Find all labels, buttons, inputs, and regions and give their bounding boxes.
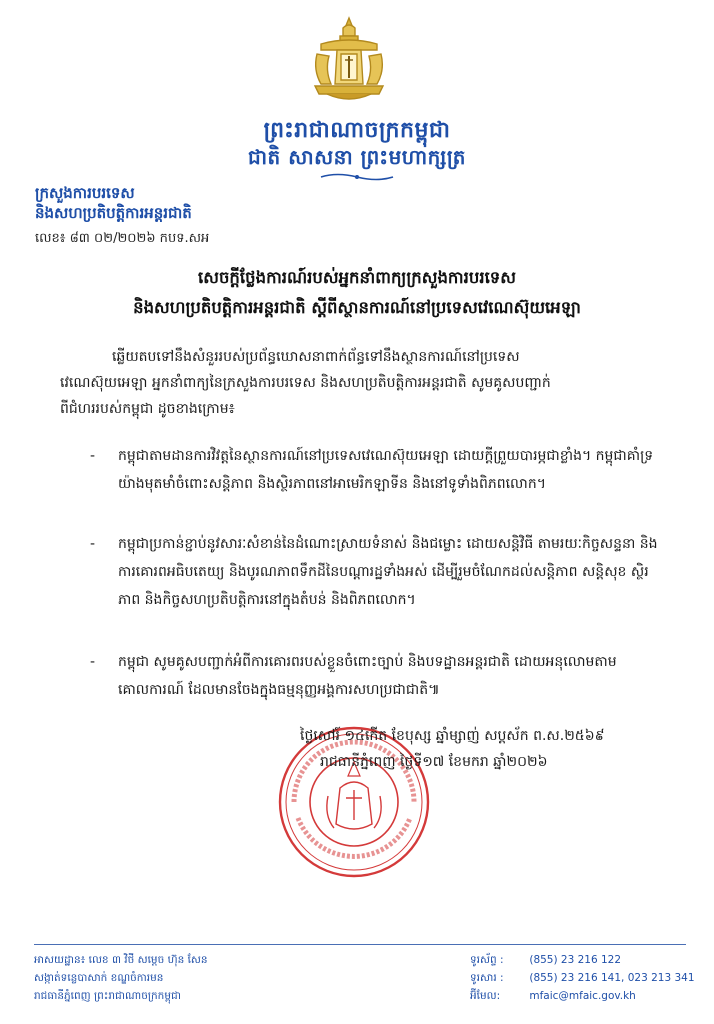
- kingdom-title: ព្រះរាជាណាចក្រកម្ពុជា: [263, 118, 451, 143]
- email-link[interactable]: mfaic@mfaic.gov.kh: [529, 990, 636, 1002]
- ministry-name-line1: ក្រសួងការបរទេស: [35, 184, 135, 202]
- footer-phone: [470, 954, 621, 969]
- ornament-divider-icon: [317, 172, 397, 182]
- footer-fax: [470, 972, 695, 987]
- bullet-text: កម្ពុជា សូមគូសបញ្ជាក់អំពីការគោរពរបស់ខ្លួនចំពោះច្បាប់ និងបទដ្ឋានអន្តរជាតិ ដោយអនុលោមតាមគោលការណ៍ ដែលមានចែងក្នុងធម្មនុញ្ញអង្គការសហប្រជាជាតិ៕: [118, 654, 617, 698]
- intro-line3: ពីជំហររបស់កម្ពុជា ដូចខាងក្រោម៖: [60, 401, 235, 417]
- fax-label: ទូរសារ :: [470, 972, 504, 984]
- lunar-date: ថ្ងៃសៅរ៍ ១៤កើត ខែបុស្ស ឆ្នាំម្សាញ់ សប្តស័ក ព.ស.២៥៦៩: [300, 728, 605, 744]
- bullet-dash: -: [90, 448, 96, 464]
- bullet-dash: -: [90, 536, 96, 552]
- solar-date: រាជធានីភ្នំពេញ ថ្ងៃទី១៧ ខែមករា ឆ្នាំ២០២៦: [320, 754, 548, 770]
- royal-emblem-icon: [307, 14, 391, 106]
- footer-address-line2: សង្កាត់ទន្លេបាសាក់ ខណ្ឌចំការមន: [34, 972, 164, 984]
- footer-email: [470, 990, 636, 1005]
- intro-line2: វេណេស៊ុយអេឡា អ្នកនាំពាក្យនៃក្រសួងការបរទេស និងសហប្រតិបត្តិការអន្តរជាតិ សូមគូសបញ្ជាក់: [60, 375, 551, 391]
- bullet-text: កម្ពុជាប្រកាន់ខ្ជាប់នូវសារៈសំខាន់នៃដំណោះស្រាយទំនាស់ និងជម្លោះ ដោយសន្តិវិធី តាមរយៈកិច្ចសន្ទនា និងការគោរពអធិបតេយ្យ និងបូរណភាពទឹកដីនៃបណ្ដារដ្ឋទាំងអស់ ដើម្បីរួមចំណែកដល់សន្តិភាព សន្តិសុខ ស្ថិរភាព និងកិច្ចសហប្រតិបត្តិការនៅក្នុងតំបន់ និងពិភពលោក។: [118, 536, 658, 608]
- official-seal-icon: [276, 724, 432, 880]
- phone-label: ទូរស័ព្ទ :: [470, 954, 504, 966]
- footer-address-line1: អាសយដ្ឋាន៖ លេខ ៣ វិថី សម្ដេច ហ៊ុន សែន: [34, 954, 208, 966]
- fax-number: (855) 23 216 141, 023 213 341: [529, 972, 695, 984]
- footer-divider: [34, 944, 686, 945]
- statement-title-line2: និងសហប្រតិបត្តិការអន្តរជាតិ ស្ដីពីស្ថានការណ៍នៅប្រទេសវេណេស៊ុយអេឡា: [133, 298, 581, 317]
- phone-number: (855) 23 216 122: [529, 954, 622, 966]
- footer-address-line3: រាជធានីភ្នំពេញ ព្រះរាជាណាចក្រកម្ពុជា: [34, 990, 181, 1002]
- position-list: [90, 442, 670, 708]
- intro-line1: ឆ្លើយតបទៅនឹងសំនួររបស់ប្រព័ន្ធឃោសនាពាក់ព័ន្ធទៅនឹងស្ថានការណ៍នៅប្រទេស: [112, 349, 520, 365]
- bullet-dash: -: [90, 654, 96, 670]
- national-motto: ជាតិ សាសនា ព្រះមហាក្សត្រ: [248, 145, 466, 169]
- email-label: អ៊ីមែល:: [470, 990, 501, 1002]
- reference-number: លេខ៖ ៨៣ ០២/២០២៦ កបទ.សអ: [35, 231, 210, 246]
- bullet-text: កម្ពុជាតាមដានការវិវត្តនៃស្ថានការណ៍នៅប្រទេសវេណេស៊ុយអេឡា ដោយក្ដីព្រួយបារម្ភជាខ្លាំង។ កម្ពុជាគាំទ្រយ៉ាងមុតមាំចំពោះសន្តិភាព និងស្ថិរភាពនៅអាមេរិកឡាទីន និងនៅទូទាំងពិភពលោក។: [118, 448, 654, 492]
- ministry-name-line2: និងសហប្រតិបត្តិការអន្តរជាតិ: [35, 204, 192, 222]
- list-item: [90, 530, 670, 644]
- statement-title-line1: សេចក្ដីថ្លែងការណ៍របស់អ្នកនាំពាក្យក្រសួងការបរទេស: [198, 268, 516, 287]
- list-item: [90, 442, 670, 526]
- list-item: [90, 648, 670, 704]
